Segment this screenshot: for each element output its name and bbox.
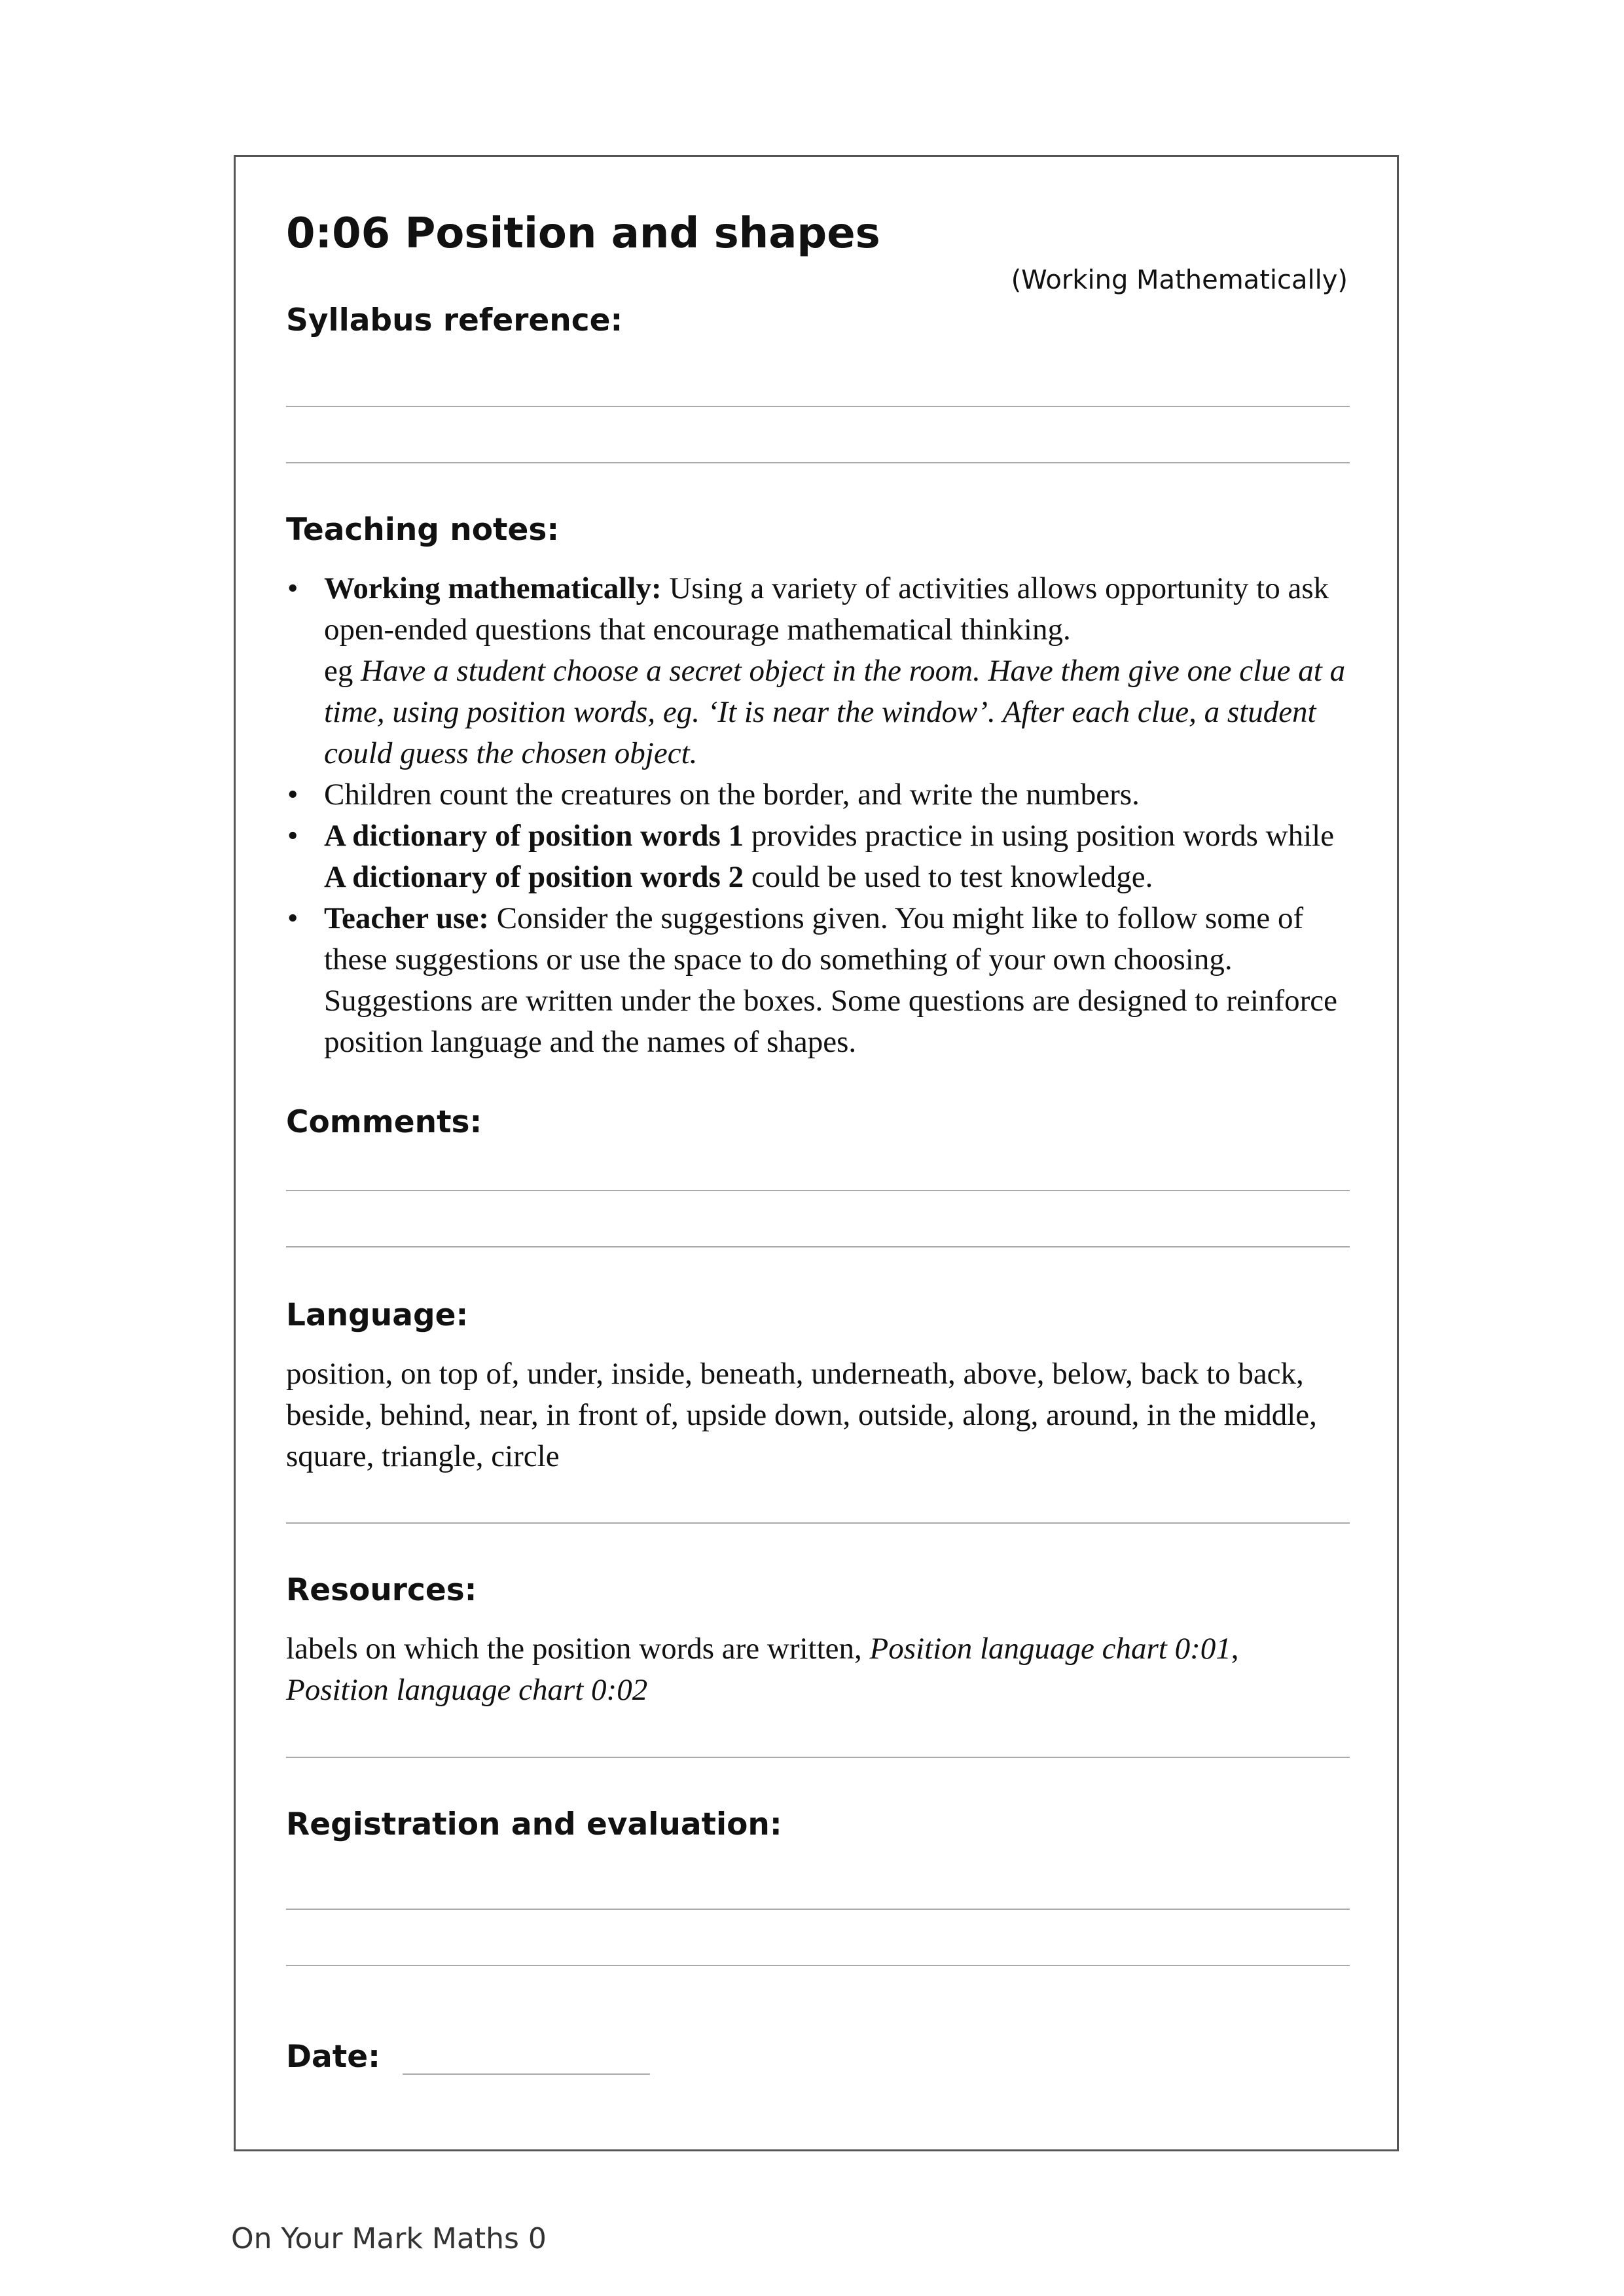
language-text: position, on top of, under, inside, beneath, underneath, above, below, back to back, beside, behind, near, in front of, upside down, outside, along, around, in the middle, square, triangle, circle [286, 1357, 1317, 1473]
note-eg: eg [324, 654, 361, 688]
note-text: Using a variety of activities allows opportunity to ask open-ended questions that encourage mathematical thinking. [324, 571, 1329, 647]
comments-line-2[interactable] [286, 1246, 1350, 1247]
date-label: Date: [286, 2039, 380, 2075]
resource-chart-2: Position language chart 0:02 [286, 1673, 648, 1707]
note-label: Teacher use: [324, 901, 489, 935]
page-title: 0:06 Position and shapes [286, 209, 880, 258]
language-line[interactable] [286, 1522, 1350, 1524]
note-text: provides practice in using position words while [744, 819, 1335, 853]
teaching-note-working-mathematically [286, 568, 1360, 774]
teaching-notes-list [286, 568, 1360, 1063]
syllabus-line-1[interactable] [286, 406, 1350, 407]
footer-text: On Your Mark Maths 0 [231, 2222, 547, 2255]
teaching-note-teacher-use [286, 898, 1360, 1063]
resources-separator: , [1231, 1632, 1239, 1666]
teaching-note-dictionary [286, 816, 1360, 898]
note-text: could be used to test knowledge. [744, 860, 1153, 894]
resource-chart-1: Position language chart 0:01 [869, 1632, 1231, 1666]
note-text: Consider the suggestions given. You might like to follow some of these suggestions or use the space to do something of your own choosing. Suggestions are written under the boxes. Some questions are designed to reinforce position language and the names of shapes. [324, 901, 1337, 1059]
strand-label: (Working Mathematically) [1011, 265, 1348, 295]
teaching-notes-heading: Teaching notes: [286, 512, 560, 548]
worksheet-frame [234, 155, 1399, 2151]
syllabus-heading: Syllabus reference: [286, 302, 623, 338]
date-field-line[interactable] [403, 2073, 650, 2075]
registration-line-2[interactable] [286, 1965, 1350, 1966]
note-text: Children count the creatures on the border, and write the numbers. [324, 778, 1140, 812]
teaching-note-count [286, 774, 1360, 816]
note-example: Have a student choose a secret object in the room. Have them give one clue at a time, using position words, eg. ‘It is near the window’. After each clue, a student could guess the chosen object. [324, 654, 1346, 770]
note-title: A dictionary of position words 2 [324, 860, 744, 894]
syllabus-line-2[interactable] [286, 462, 1350, 463]
registration-line-1[interactable] [286, 1909, 1350, 1910]
note-label: Working mathematically: [324, 571, 662, 605]
resources-heading: Resources: [286, 1572, 477, 1608]
language-heading: Language: [286, 1297, 469, 1333]
comments-heading: Comments: [286, 1104, 482, 1140]
resources-line[interactable] [286, 1757, 1350, 1758]
registration-heading: Registration and evaluation: [286, 1806, 782, 1842]
resources-text [286, 1628, 1353, 1711]
note-title: A dictionary of position words 1 [324, 819, 744, 853]
comments-line-1[interactable] [286, 1190, 1350, 1191]
resources-intro: labels on which the position words are written, [286, 1632, 870, 1666]
